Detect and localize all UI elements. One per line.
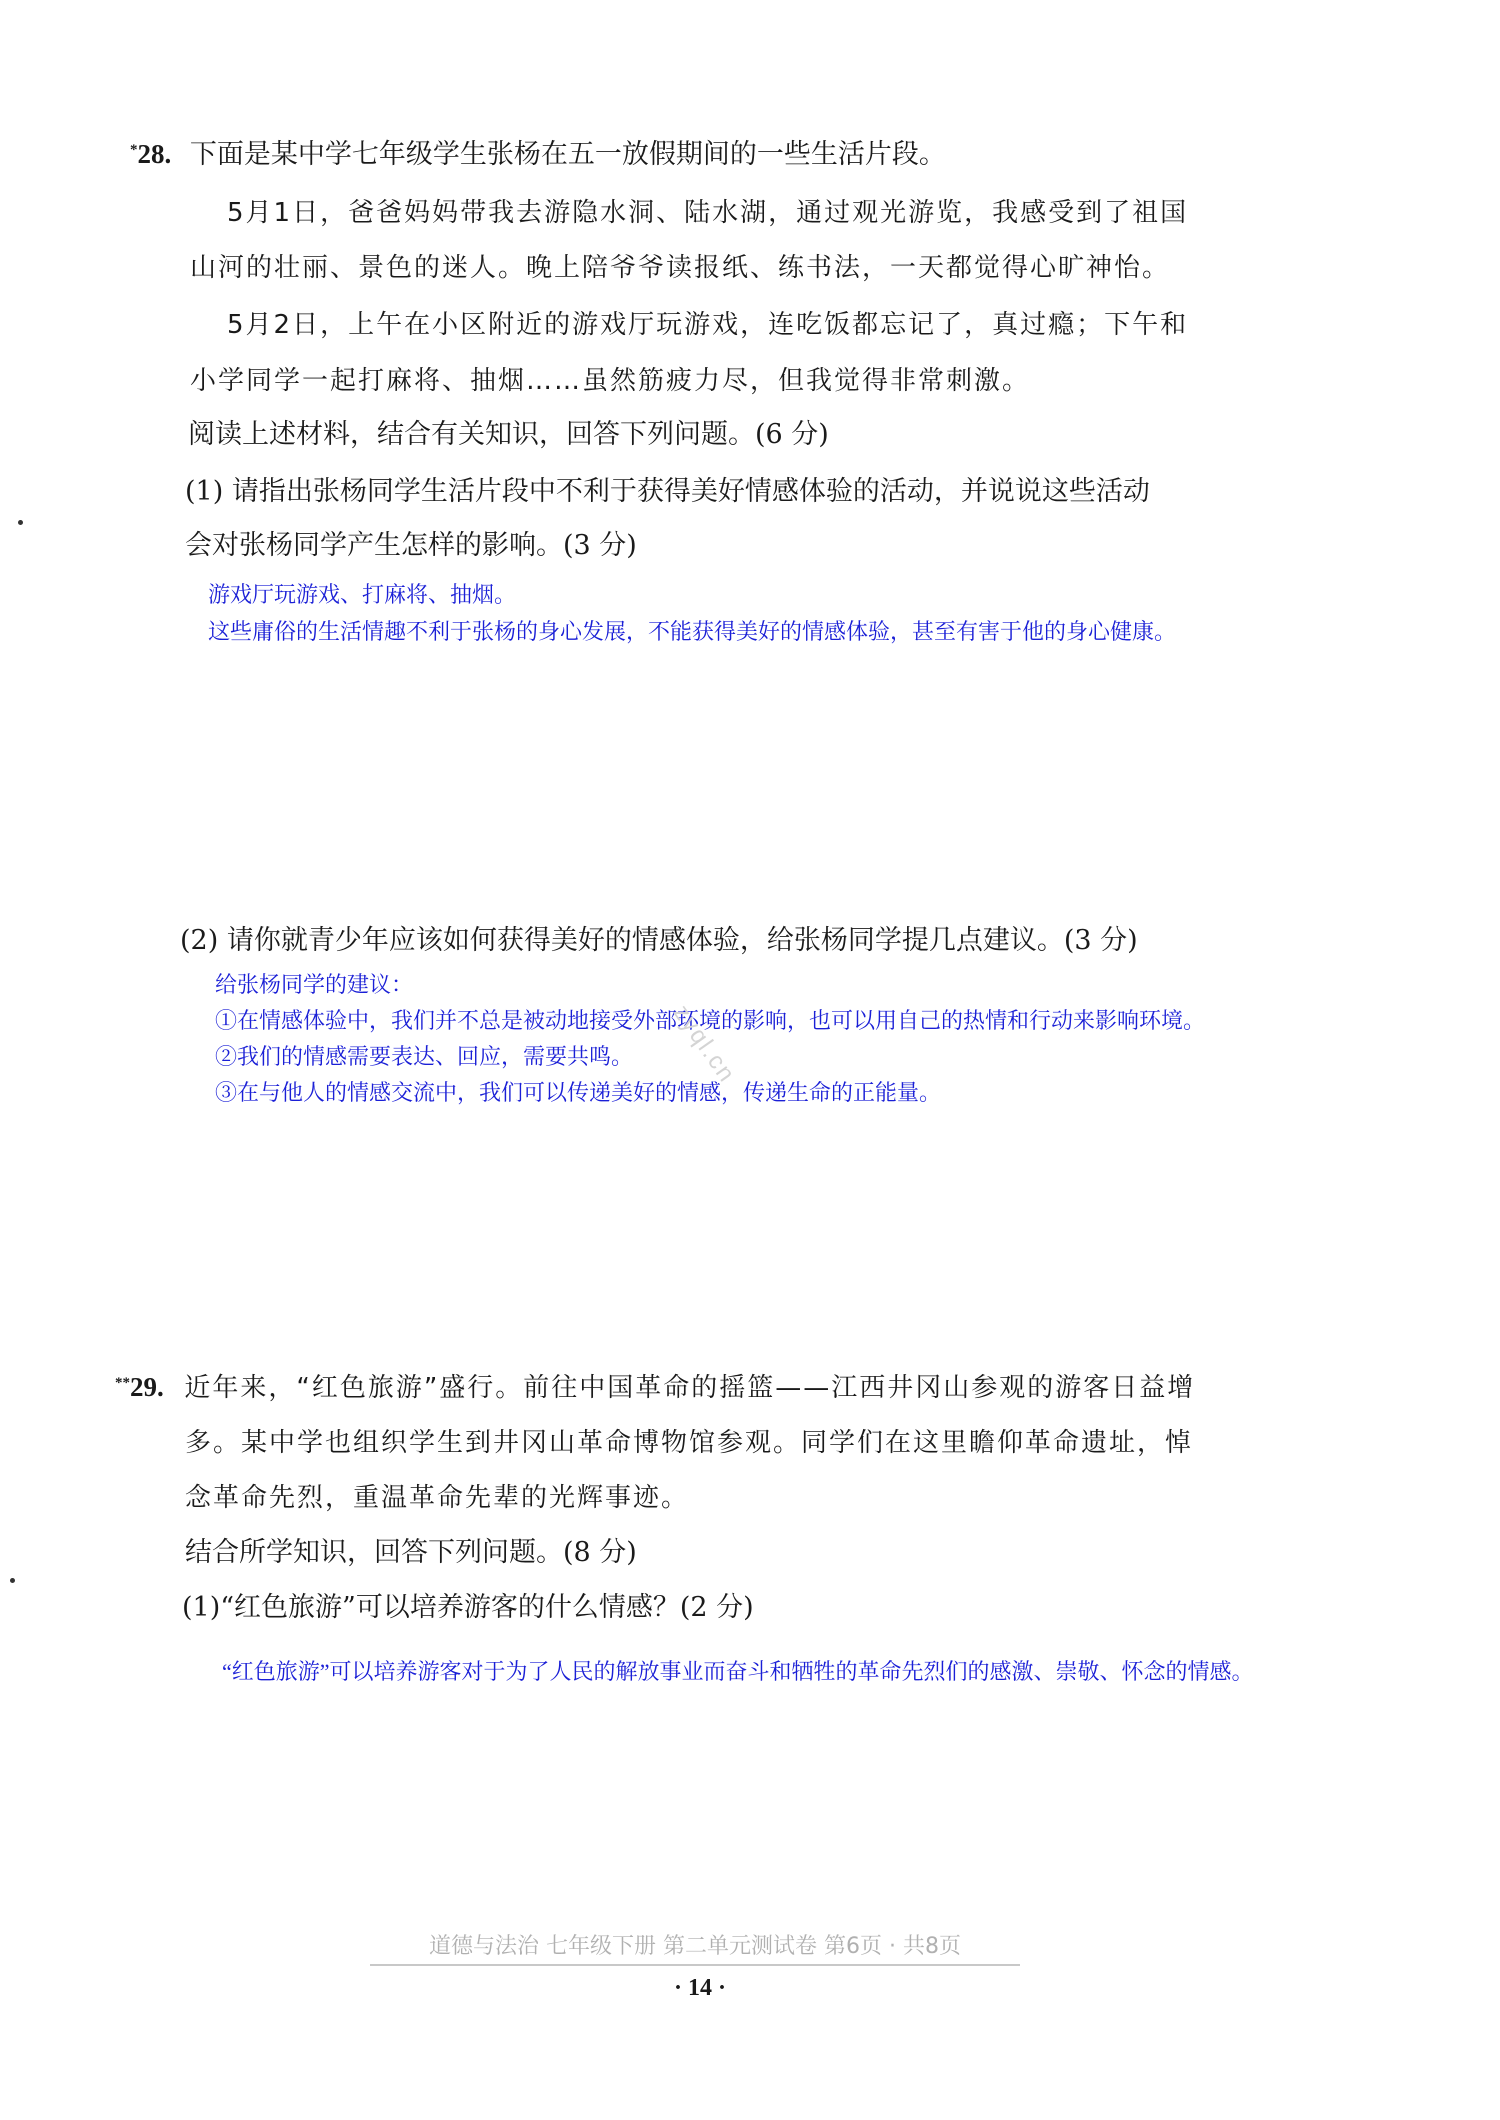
q29-material-line-3: 念革命先烈，重温革命先辈的光辉事迹。 [185, 1483, 690, 1513]
q28-number-label: 28. [137, 139, 172, 169]
q29-header [115, 1370, 1195, 1405]
q29-answer1: “红色旅游”可以培养游客对于为了人民的解放事业而奋斗和牺牲的革命先烈们的感激、崇敬、怀念的情感。 [222, 1659, 1254, 1684]
q28-material-line-2: 山河的壮丽、景色的迷人。晚上陪爷爷读报纸、练书法，一天都觉得心旷神怡。 [190, 253, 1171, 283]
q28-instruction: 阅读上述材料，结合有关知识，回答下列问题。(6 分) [188, 419, 829, 450]
q28-answer2-line-2: ①在情感体验中，我们并不总是被动地接受外部环境的影响，也可以用自己的热情和行动来影响环境。 [215, 1008, 1206, 1033]
q28-sub1-line-2: 会对张杨同学产生怎样的影响。(3 分) [185, 530, 637, 561]
q29-number [115, 1372, 164, 1402]
q28-header [130, 137, 946, 172]
q29-material-line-2: 多。某中学也组织学生到井冈山革命博物馆参观。同学们在这里瞻仰革命遗址，悼 [185, 1428, 1194, 1458]
q28-material-line-1: 5月1日，爸爸妈妈带我去游隐水洞、陆水湖，通过观光游览，我感受到了祖国 [227, 198, 1189, 228]
q28-sub2: (2) 请你就青少年应该如何获得美好的情感体验，给张杨同学提几点建议。(3 分) [180, 925, 1138, 956]
margin-dot [10, 1578, 15, 1583]
q28-material-line-3: 5月2日，上午在小区附近的游戏厅玩游戏，连吃饭都忘记了，真过瘾；下午和 [227, 310, 1189, 340]
q28-answer1-line-2: 这些庸俗的生活情趣不利于张杨的身心发展，不能获得美好的情感体验，甚至有害于他的身心健康。 [208, 619, 1177, 644]
q29-instruction: 结合所学知识，回答下列问题。(8 分) [185, 1537, 637, 1568]
q28-answer2-line-4: ③在与他人的情感交流中，我们可以传递美好的情感，传递生命的正能量。 [215, 1080, 942, 1105]
q28-sub1-line-1: (1) 请指出张杨同学生活片段中不利于获得美好情感体验的活动，并说说这些活动 [185, 476, 1150, 507]
q28-answer2-line-1: 给张杨同学的建议： [215, 972, 414, 997]
q29-difficulty-mark: ** [115, 1375, 130, 1391]
q28-stem: 下面是某中学七年级学生张杨在五一放假期间的一些生活片段。 [189, 139, 946, 170]
q28-difficulty-mark: * [130, 142, 138, 158]
margin-dot [18, 520, 23, 525]
q28-material-line-4: 小学同学一起打麻将、抽烟……虽然筋疲力尽，但我觉得非常刺激。 [190, 366, 1031, 396]
q28-answer1-line-1: 游戏厅玩游戏、打麻将、抽烟。 [208, 582, 517, 607]
q28-answer2-line-3: ②我们的情感需要表达、回应，需要共鸣。 [215, 1044, 634, 1069]
q29-sub1: (1)“红色旅游”可以培养游客的什么情感？(2 分) [182, 1592, 754, 1623]
q29-number-label: 29. [130, 1372, 164, 1402]
page-number: · 14 · [673, 1975, 726, 2001]
page-footer: 道德与法治 七年级下册 第二单元测试卷 第6页 · 共8页 [370, 1932, 1020, 1966]
watermark: zyql.cn [667, 1000, 741, 1089]
q29-material-line-1: 近年来，“红色旅游”盛行。前往中国革命的摇篮——江西井冈山参观的游客日益增 [184, 1373, 1196, 1403]
q28-number [130, 139, 171, 169]
